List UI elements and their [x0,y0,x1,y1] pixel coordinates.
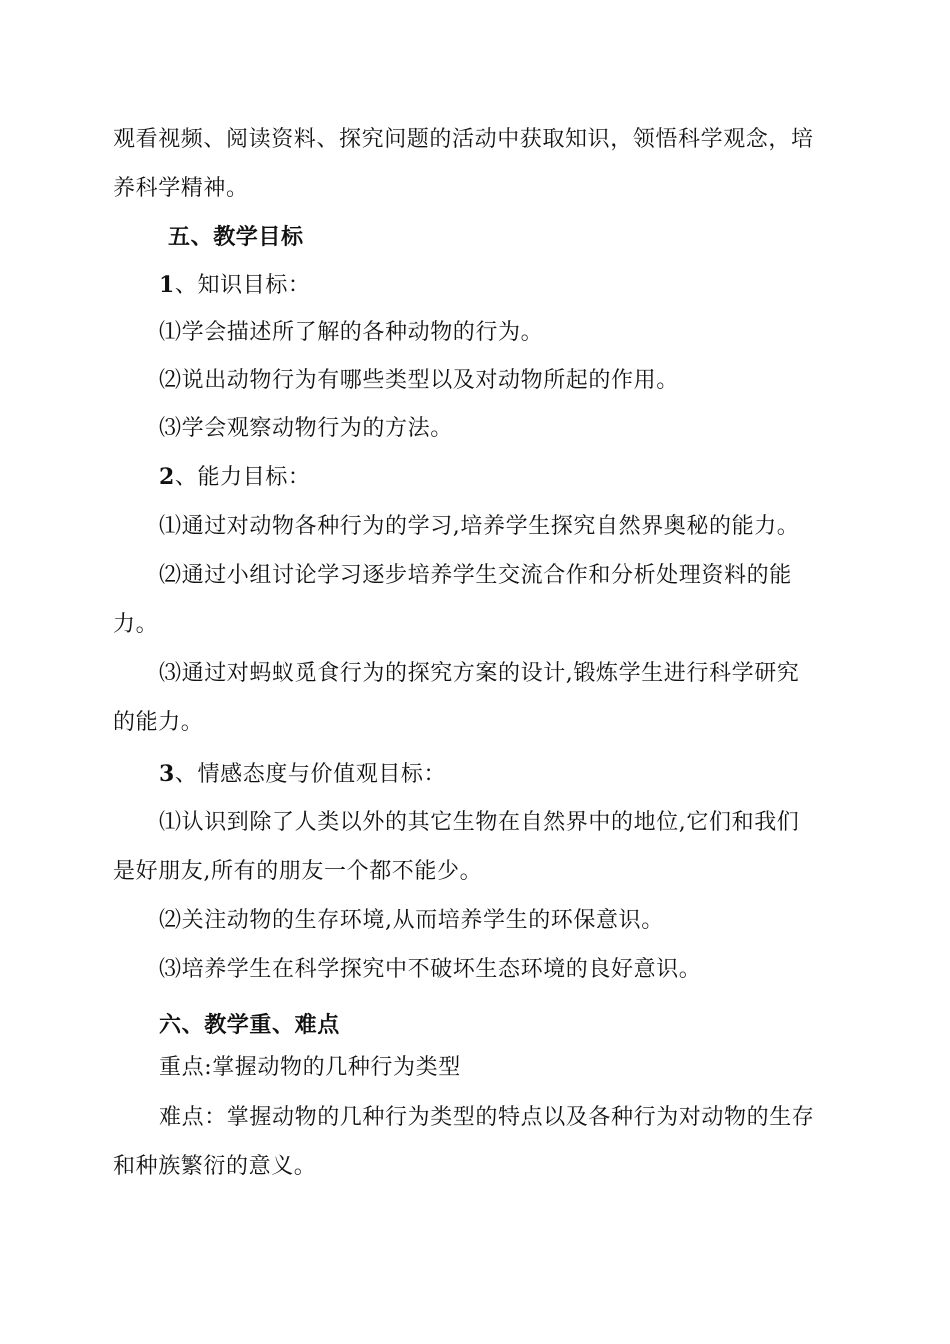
intro-line-2: 养科学精神。 [113,176,249,201]
intro-line-1: 观看视频、阅读资料、探究问题的活动中获取知识，领悟科学观念，培 [113,127,814,152]
knowledge-goal-number: 1 [159,272,175,298]
knowledge-item-1: ⑴学会描述所了解的各种动物的行为。 [159,320,544,345]
emotion-goal-title [159,759,446,790]
knowledge-item-3: ⑶学会观察动物行为的方法。 [159,416,453,441]
ability-item-2-line-2: 力。 [113,612,159,637]
section-6-heading: 六、教学重、难点 [159,1012,340,1038]
emotion-item-1-line-1: ⑴认识到除了人类以外的其它生物在自然界中的地位,它们和我们 [159,810,800,835]
emotion-item-2: ⑵关注动物的生存环境,从而培养学生的环保意识。 [159,908,664,933]
knowledge-item-2: ⑵说出动物行为有哪些类型以及对动物所起的作用。 [159,368,679,393]
difficulty-line-2: 和种族繁衍的意义。 [113,1154,317,1179]
emotion-item-3: ⑶培养学生在科学探究中不破坏生态环境的良好意识。 [159,957,702,982]
emotion-goal-number: 3 [159,761,175,787]
ability-goal-label: 、能力目标： [174,465,311,490]
ability-goal-number: 2 [159,464,175,490]
knowledge-goal-title [159,270,311,301]
ability-item-3-line-2: 的能力。 [113,710,204,735]
ability-item-3-line-1: ⑶通过对蚂蚁觅食行为的探究方案的设计,锻炼学生进行科学研究 [159,661,800,686]
knowledge-goal-label: 、知识目标： [174,273,311,298]
emotion-item-1-line-2: 是好朋友,所有的朋友一个都不能少。 [113,859,483,884]
key-point: 重点:掌握动物的几种行为类型 [159,1055,461,1080]
ability-goal-title [159,462,311,493]
emotion-goal-label: 、情感态度与价值观目标： [174,762,447,787]
section-5-heading: 五、教学目标 [168,224,304,250]
difficulty-line-1: 难点：掌握动物的几种行为类型的特点以及各种行为对动物的生存 [159,1105,815,1130]
ability-item-1: ⑴通过对动物各种行为的学习,培养学生探究自然界奥秘的能力。 [159,514,800,539]
ability-item-2-line-1: ⑵通过小组讨论学习逐步培养学生交流合作和分析处理资料的能 [159,563,792,588]
